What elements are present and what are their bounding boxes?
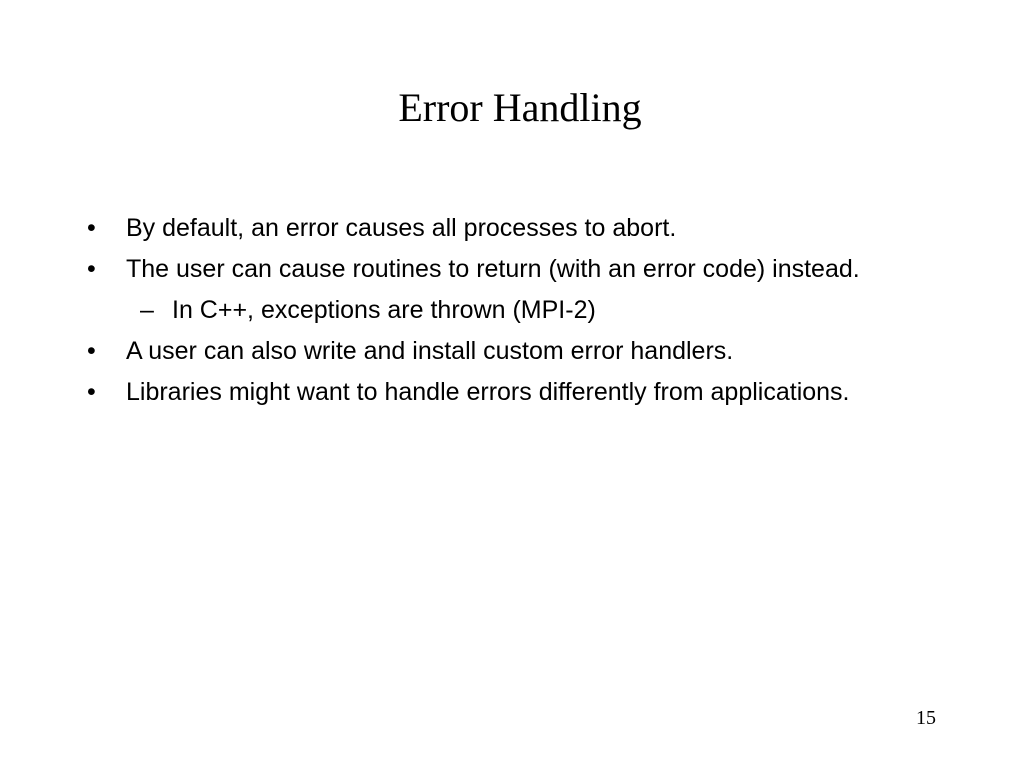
page-number: 15 (916, 707, 936, 729)
bullet-list (0, 210, 1024, 415)
bullet-text: The user can cause routines to return (with an error code) instead. (126, 255, 860, 283)
bullet-item (0, 333, 886, 369)
bullet-marker: • (87, 214, 96, 242)
sub-bullet-item (0, 292, 886, 328)
slide-title: Error Handling (398, 85, 642, 130)
bullet-item (0, 251, 886, 287)
sub-bullet-marker: – (140, 296, 154, 324)
bullet-text: Libraries might want to handle errors differently from applications. (126, 378, 850, 406)
bullet-marker: • (87, 378, 96, 406)
bullet-text: By default, an error causes all processes to abort. (126, 214, 677, 242)
bullet-text: A user can also write and install custom error handlers. (126, 337, 734, 365)
bullet-marker: • (87, 255, 96, 283)
bullet-item (0, 374, 886, 410)
bullet-item (0, 210, 886, 246)
sub-bullet-text: In C++, exceptions are thrown (MPI-2) (172, 296, 596, 324)
bullet-marker: • (87, 337, 96, 365)
